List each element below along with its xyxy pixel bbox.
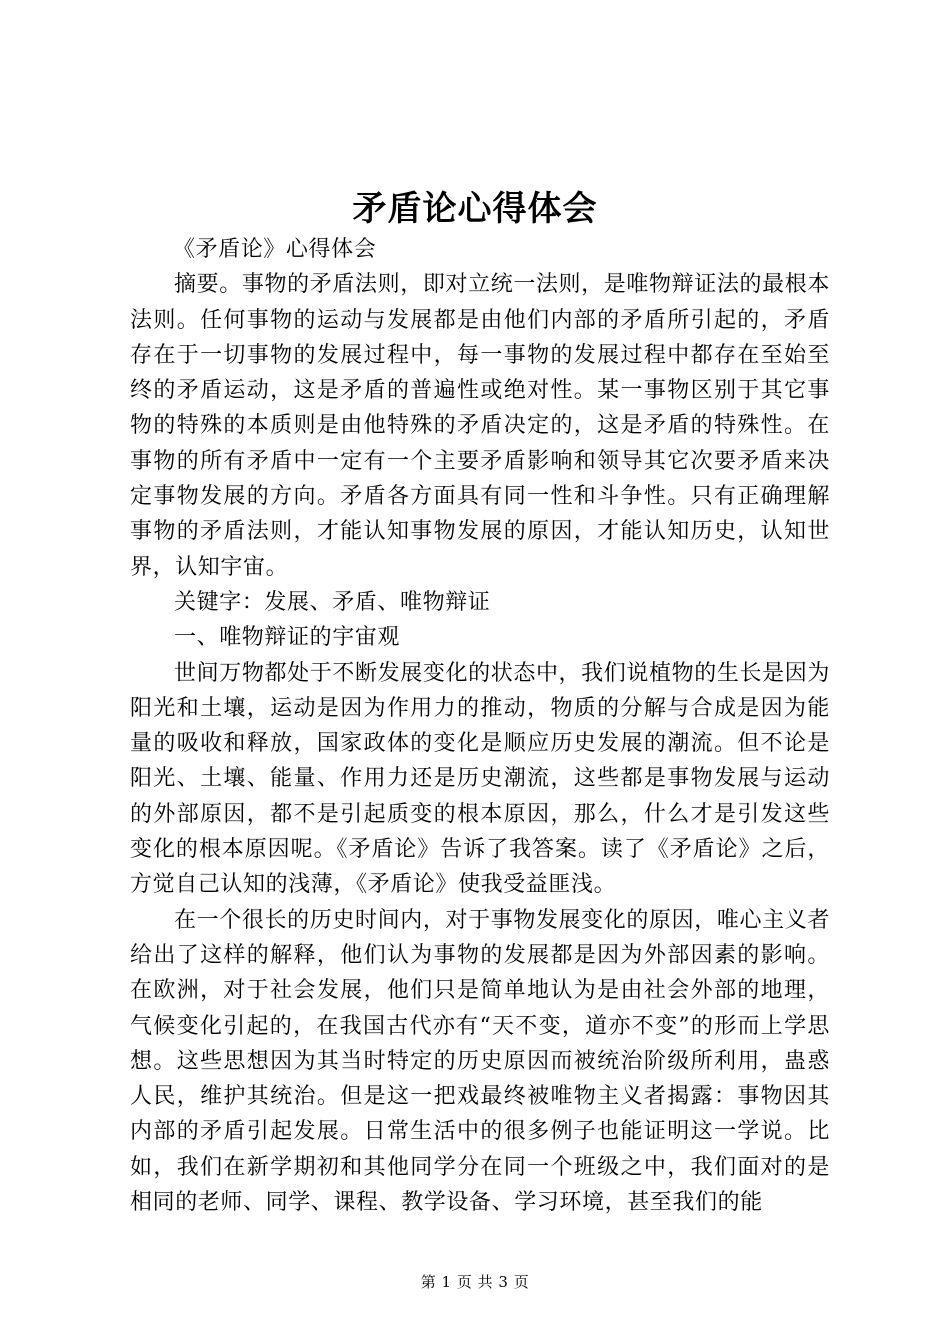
subtitle-paragraph: 《矛盾论》心得体会 xyxy=(172,237,377,262)
document-title: 矛盾论心得体会 xyxy=(352,189,598,229)
body-paragraph: 在一个很长的历史时间内，对于事物发展变化的原因，唯心主义者给出了这样的解释，他们认为事物的发展都是因为外部因素的影响。在欧洲，对于社会发展，他们只是简单地认为是由社会外部的地理，气候变化引起的，在我国古代亦有“天不变，道亦不变”的形而上学思想。这些思想因为其当时特定的历史原因而被统治阶级所利用，蛊惑人民，维护其统治。但是这一把戏最终被唯物主义者揭露：事物因其内部的矛盾引起发展。日常生活中的很多例子也能证明这一学说。比如，我们在新学期初和其他同学分在同一个班级之中，我们面对的是相同的老师、同学、课程、教学设备、学习环境，甚至我们的能 xyxy=(130,907,830,1216)
keywords-paragraph: 关键字：发展、矛盾、唯物辩证 xyxy=(174,589,491,615)
abstract-paragraph: 摘要。事物的矛盾法则，即对立统一法则，是唯物辩证法的最根本法则。任何事物的运动与发展都是由他们内部的矛盾所引起的，矛盾存在于一切事物的发展过程中，每一事物的发展过程中都存在至始至终的矛盾运动，这是矛盾的普遍性或绝对性。某一事物区别于其它事物的特殊的本质则是由他特殊的矛盾决定的，这是矛盾的特殊性。在事物的所有矛盾中一定有一个主要矛盾影响和领导其它次要矛盾来决定事物发展的方向。矛盾各方面具有同一性和斗争性。只有正确理解事物的矛盾法则，才能认知事物发展的原因，才能认知历史，认知世界，认知宇宙。 xyxy=(130,272,830,580)
page-number-footer: 第 1 页 共 3 页 xyxy=(420,1273,530,1291)
body-paragraph: 世间万物都处于不断发展变化的状态中，我们说植物的生长是因为阳光和土壤，运动是因为作用力的推动，物质的分解与合成是因为能量的吸收和释放，国家政体的变化是顺应历史发展的潮流。但不论是阳光、土壤、能量、作用力还是历史潮流，这些都是事物发展与运动的外部原因，都不是引起质变的根本原因，那么，什么才是引发这些变化的根本原因呢。《矛盾论》告诉了我答案。读了《矛盾论》之后，方觉自己认知的浅薄，《矛盾论》使我受益匪浅。 xyxy=(130,660,830,898)
section-heading: 一、唯物辩证的宇宙观 xyxy=(174,625,401,651)
document-body xyxy=(130,232,830,1220)
